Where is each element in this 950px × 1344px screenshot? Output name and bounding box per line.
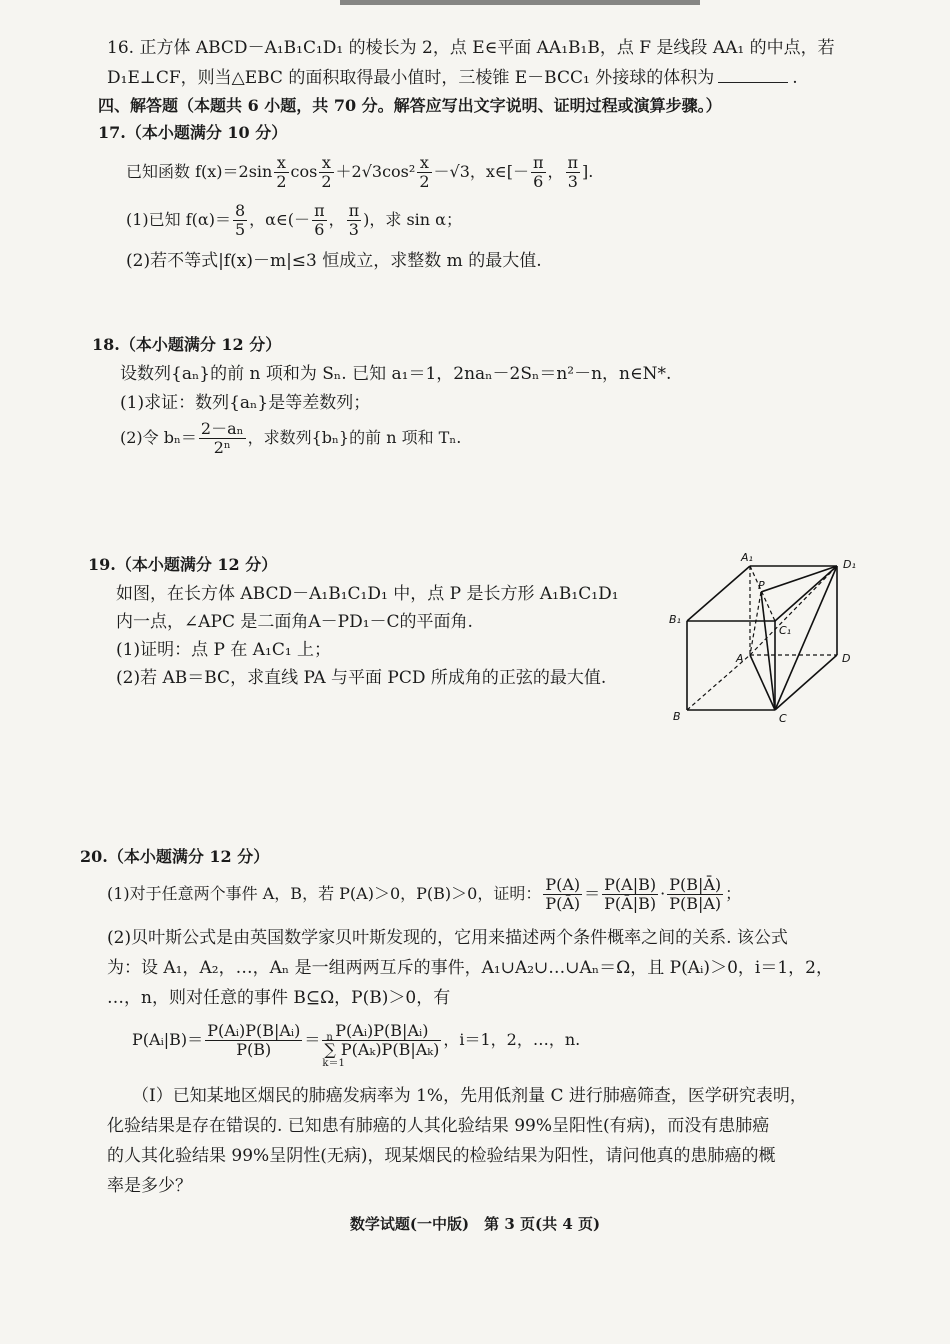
label-p: P bbox=[758, 579, 765, 592]
q19-part2: (2)若 AB＝BC，求直线 PA 与平面 PCD 所成角的正弦的最大值. bbox=[116, 668, 607, 688]
frac-pi-3b: $\frac{\pi}{3}$ bbox=[348, 201, 360, 239]
q17-function: 已知函数 f(x)＝2sin $\frac{x}{2}$ cos $\frac{x}{2}$ ＋2√3cos² $\frac{x}{2}$ －√3，x∈[－ $\frac{\pi}{6}$ ， $\frac{\pi}{3}$ ]. bbox=[126, 153, 594, 191]
q18-part1: (1)求证：数列{aₙ}是等差数列； bbox=[120, 393, 371, 413]
answer-blank bbox=[718, 67, 788, 83]
q20-header: 20.（本小题满分 12 分） bbox=[80, 847, 270, 866]
line-pd1 bbox=[761, 566, 837, 592]
label-c: C bbox=[779, 712, 787, 725]
frac-pi-6b: $\frac{\pi}{6}$ bbox=[314, 201, 325, 239]
q20-part2-line1: (2)贝叶斯公式是由英国数学家贝叶斯发现的，它用来描述两个条件概率之间的关系. 该公式 bbox=[107, 928, 788, 948]
q16-line1: 16. 正方体 ABCD－A₁B₁C₁D₁ 的棱长为 2，点 E∈平面 AA₁B₁B，点 F 是线段 AA₁ 的中点，若 bbox=[107, 38, 835, 58]
label-c1: C₁ bbox=[779, 624, 792, 637]
top-edge-residue bbox=[340, 0, 700, 5]
label-b: B bbox=[673, 710, 681, 723]
frac-bayes-2: P(Aᵢ)P(B|Aᵢ) ∑ P(Aₖ)P(B|Aₖ) n k＝1 bbox=[322, 1021, 440, 1069]
label-a1: A₁ bbox=[741, 551, 753, 564]
cuboid-figure bbox=[665, 548, 880, 728]
edge-b1a1 bbox=[687, 566, 750, 621]
frac-bayes-1: $\frac{\text{P(Aᵢ)P(B|Aᵢ)}}{P(B)}$ bbox=[207, 1021, 301, 1059]
q19-line2: 内一点，∠APC 是二面角A－PD₁－C的平面角. bbox=[116, 612, 473, 632]
q18-line1: 设数列{aₙ}的前 n 项和为 Sₙ. 已知 a₁＝1，2naₙ－2Sₙ＝n²－n，n∈N*. bbox=[120, 364, 672, 384]
label-b1: B₁ bbox=[669, 613, 681, 626]
q19-part1: (1)证明：点 P 在 A₁C₁ 上； bbox=[116, 640, 332, 660]
q18-part2: (2)令 bₙ＝ $\frac{\text{2－aₙ}}{\text{2ⁿ}}$ ，求数列{bₙ}的前 n 项和 Tₙ. bbox=[120, 419, 462, 457]
frac-x-2: $\frac{x}{2}$ bbox=[276, 153, 287, 191]
frac-pi-3: $\frac{\pi}{3}$ bbox=[567, 153, 579, 191]
frac-pbabar-pba: $\frac{P(B|Ā)}{P(B|A)}$ bbox=[669, 875, 722, 913]
frac-bn: $\frac{\text{2－aₙ}}{\text{2ⁿ}}$ bbox=[200, 419, 244, 457]
q20-part2-line3: …，n，则对任意的事件 B⊆Ω，P(B)＞0，有 bbox=[107, 988, 451, 1008]
line-a1c1-hidden bbox=[750, 566, 775, 621]
frac-pab-pabarb: $\frac{P(A|B)}{P(Ā|B)}$ bbox=[604, 875, 657, 913]
q20-i-line1: （Ⅰ）已知某地区烟民的肺癌发病率为 1%，先用低剂量 C 进行肺癌筛查，医学研究表明， bbox=[132, 1086, 807, 1106]
page-footer: 数学试题(一中版) 第 3 页(共 4 页) bbox=[349, 1215, 601, 1233]
frac-pa-pabar: $\frac{P(A)}{P(Ā)}$ bbox=[545, 875, 581, 913]
q18-header: 18.（本小题满分 12 分） bbox=[92, 335, 282, 354]
section-4-title: 四、解答题（本题共 6 小题，共 70 分。解答应写出文字说明、证明过程或演算步骤。） bbox=[98, 96, 722, 115]
label-a: A bbox=[736, 652, 744, 665]
q20-i-line2: 化验结果是存在错误的. 已知患有肺癌的人其化验结果 99%呈阳性(有病)，而没有患肺癌 bbox=[107, 1116, 770, 1136]
q17-part1: (1)已知 f(α)＝ $\frac{8}{5}$ ，α∈(－ $\frac{\pi}{6}$ ， $\frac{\pi}{3}$ )，求 sin α； bbox=[126, 201, 462, 239]
q17-header: 17.（本小题满分 10 分） bbox=[98, 123, 288, 142]
q20-part1: (1)对于任意两个事件 A，B，若 P(A)＞0，P(B)＞0，证明： $\frac{P(A)}{P(Ā)}$ ＝ $\frac{P(A|B)}{P(Ā|B)}$ · $\frac{P(B|Ā)}{P(B|A)}$ ； bbox=[107, 875, 742, 913]
frac-8-5: $\frac{8}{5}$ bbox=[234, 201, 246, 239]
q20-i-line4: 率是多少？ bbox=[107, 1176, 192, 1196]
frac-pi-6: $\frac{\pi}{6}$ bbox=[533, 153, 544, 191]
q20-part2-line2: 为：设 A₁，A₂，…，Aₙ 是一组两两互斥的事件，A₁∪A₂∪…∪Aₙ＝Ω，且 P(Aᵢ)＞0，i＝1，2， bbox=[107, 958, 833, 978]
edge-cd bbox=[775, 655, 837, 710]
line-d1c bbox=[775, 566, 837, 710]
frac-x-2c: $\frac{x}{2}$ bbox=[419, 153, 430, 191]
bayes-formula: P(Aᵢ|B)＝ $\frac{\text{P(Aᵢ)P(B|Aᵢ)}}{P(B)}$ ＝ P(Aᵢ)P(B|Aᵢ) ∑ P(Aₖ)P(B|Aₖ) n k＝1 ，i＝1，2，…，n. bbox=[132, 1021, 581, 1069]
label-d: D bbox=[842, 652, 851, 665]
q20-i-line3: 的人其化验结果 99%呈阴性(无病)，现某烟民的检验结果为阳性，请问他真的患肺癌的概 bbox=[107, 1146, 776, 1166]
frac-x-2b: $\frac{x}{2}$ bbox=[321, 153, 332, 191]
label-d1: D₁ bbox=[843, 558, 856, 571]
q19-line1: 如图，在长方体 ABCD－A₁B₁C₁D₁ 中，点 P 是长方形 A₁B₁C₁D₁ bbox=[116, 584, 619, 604]
q17-part2: (2)若不等式|f(x)－m|≤3 恒成立，求整数 m 的最大值. bbox=[126, 251, 542, 271]
q19-header: 19.（本小题满分 12 分） bbox=[88, 555, 278, 574]
q16-line2: D₁E⊥CF，则当△EBC 的面积取得最小值时，三棱锥 E－BCC₁ 外接球的体积为 . bbox=[107, 68, 798, 88]
edge-c1d1 bbox=[775, 566, 837, 621]
line-pc bbox=[761, 592, 775, 710]
line-pa-hidden bbox=[750, 592, 761, 655]
